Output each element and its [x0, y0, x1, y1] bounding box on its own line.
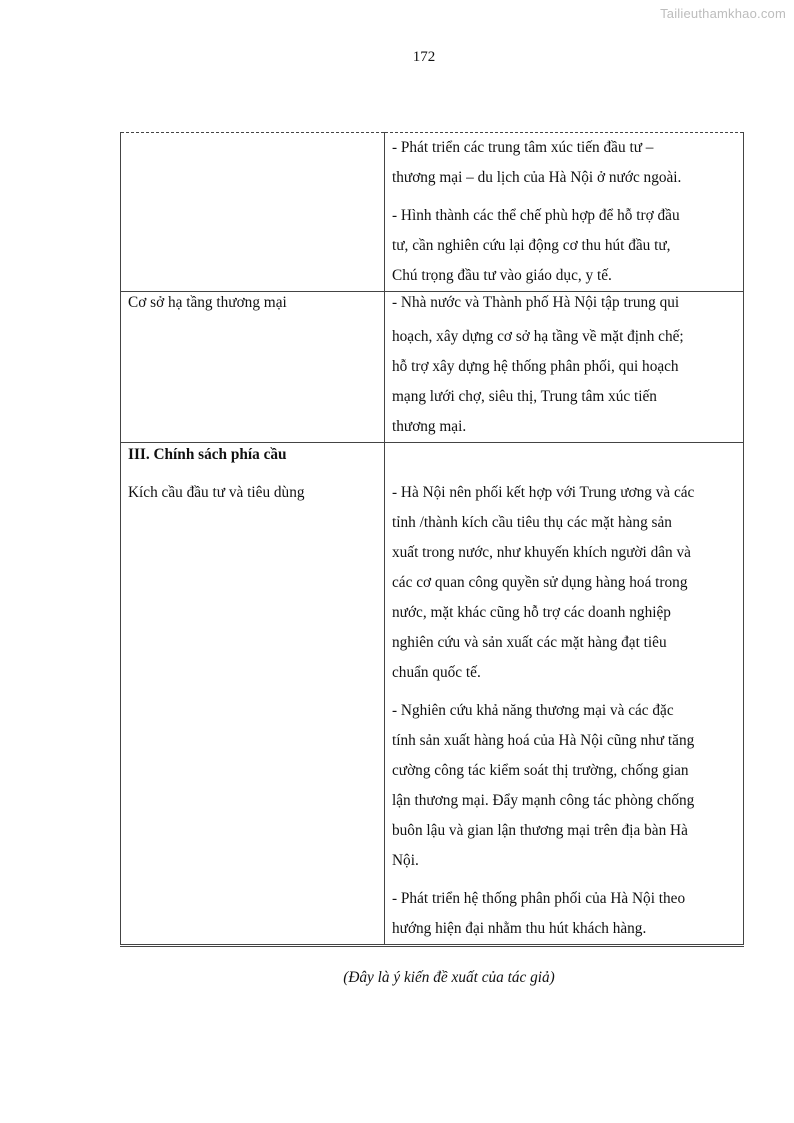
text-line: - Nghiên cứu khả năng thương mại và các đặc	[392, 702, 674, 719]
page-number: 172	[412, 49, 436, 65]
row-label: Cơ sở hạ tầng thương mại	[128, 294, 287, 311]
text-line: - Phát triển hệ thống phân phối của Hà Nội theo	[392, 890, 686, 907]
text-line: hướng hiện đại nhằm thu hút khách hàng.	[392, 920, 647, 937]
row-label: Kích cầu đầu tư và tiêu dùng	[128, 484, 305, 501]
text-line: - Phát triển các trung tâm xúc tiến đầu tư –	[392, 139, 654, 156]
text-line: chuẩn quốc tế.	[392, 664, 481, 681]
table-row	[121, 443, 744, 946]
text-line: nghiên cứu và sản xuất các mặt hàng đạt tiêu	[392, 634, 667, 651]
text-line: hỗ trợ xây dựng hệ thống phân phối, qui hoạch	[392, 358, 679, 375]
paragraph	[392, 884, 737, 944]
text-line: tỉnh /thành kích cầu tiêu thụ các mặt hàng sản	[392, 514, 672, 531]
text-line: - Hình thành các thể chế phù hợp để hỗ trợ đầu	[392, 207, 680, 224]
section-title: III. Chính sách phía cầu	[128, 446, 287, 463]
text-line: thương mại.	[392, 418, 467, 435]
text-line: nước, mặt khác cũng hỗ trợ các doanh nghiệp	[392, 604, 671, 621]
paragraph	[392, 133, 737, 193]
text-line: Nội.	[392, 852, 419, 869]
text-line: mạng lưới chợ, siêu thị, Trung tâm xúc tiến	[392, 388, 657, 405]
text-line: hoạch, xây dựng cơ sở hạ tầng về mặt định chế;	[392, 328, 684, 345]
table-row	[121, 133, 744, 292]
paragraph	[392, 478, 737, 688]
text-line: thương mại – du lịch của Hà Nội ở nước ngoài.	[392, 169, 682, 186]
table-row	[121, 292, 744, 443]
right-cell	[385, 133, 744, 292]
left-cell	[121, 443, 385, 946]
right-cell	[385, 443, 744, 946]
text-line: Chú trọng đầu tư vào giáo dục, y tế.	[392, 267, 612, 284]
text-line: các cơ quan công quyền sử dụng hàng hoá trong	[392, 574, 688, 591]
text-line: buôn lậu và gian lận thương mại trên địa bàn Hà	[392, 822, 688, 839]
text-line: tư, cần nghiên cứu lại động cơ thu hút đầu tư,	[392, 237, 671, 254]
text-line: - Nhà nước và Thành phố Hà Nội tập trung qui	[392, 294, 680, 311]
right-cell	[385, 292, 744, 443]
left-cell	[121, 292, 385, 443]
paragraph	[392, 201, 737, 291]
paragraph	[392, 696, 737, 876]
source-caption: (Đây là ý kiến đề xuất của tác giả)	[343, 969, 555, 986]
text-line: cường công tác kiểm soát thị trường, chống gian	[392, 762, 689, 779]
text-line: lận thương mại. Đẩy mạnh công tác phòng chống	[392, 792, 695, 809]
policy-table	[120, 132, 744, 947]
text-line: tính sản xuất hàng hoá của Hà Nội cũng như tăng	[392, 732, 695, 749]
text-line: xuất trong nước, như khuyến khích người dân và	[392, 544, 691, 561]
left-cell	[121, 133, 385, 292]
text-line: - Hà Nội nên phối kết hợp với Trung ương và các	[392, 484, 695, 501]
watermark: Tailieuthamkhao.com	[660, 6, 786, 21]
